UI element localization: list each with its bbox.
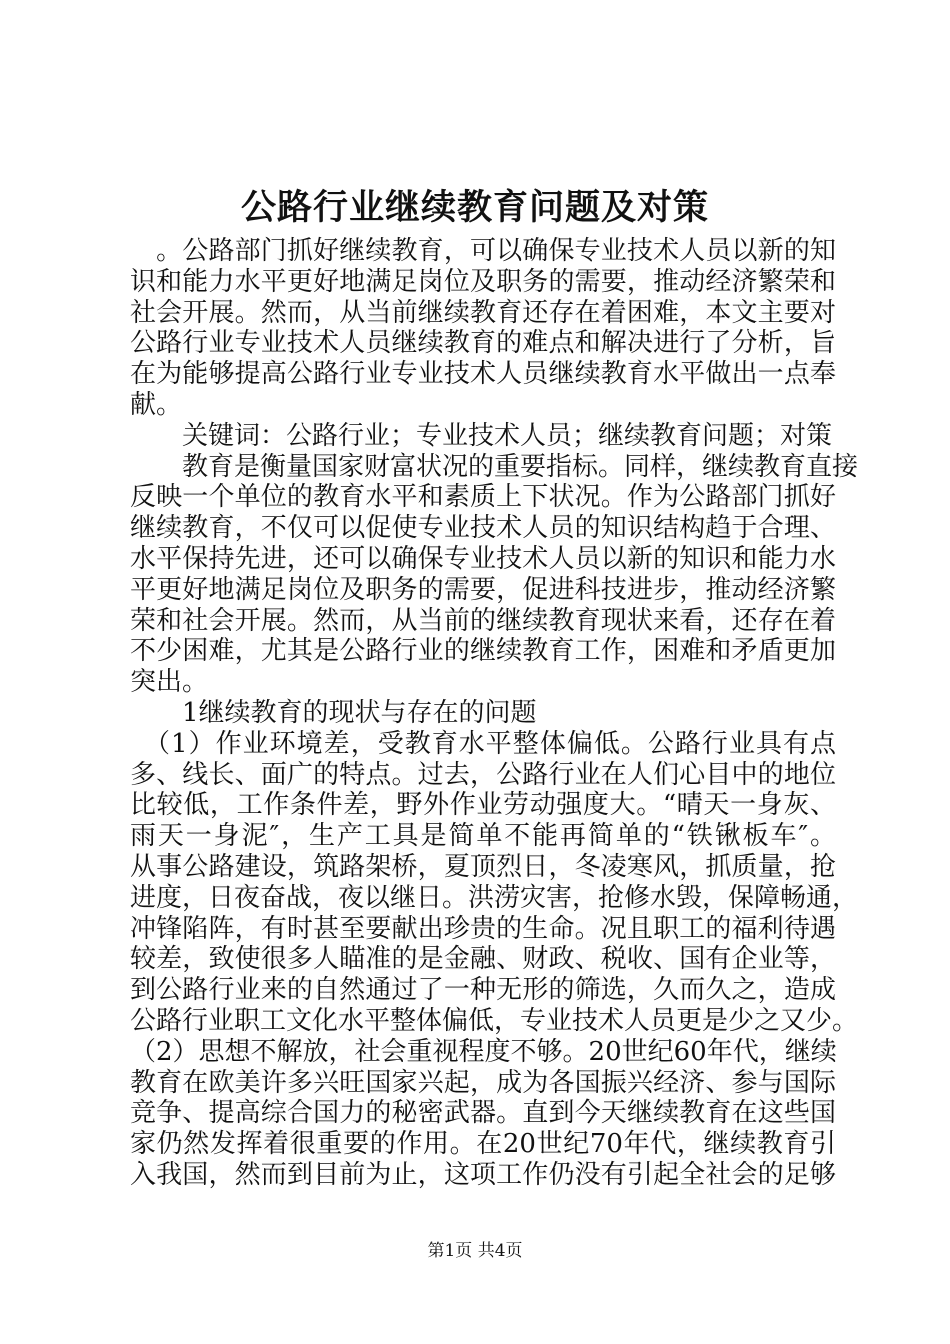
body-line: 不少困难，尤其是公路行业的继续教育工作，困难和矛盾更加	[130, 636, 836, 667]
body-line: 竞争、提高综合国力的秘密武器。直到今天继续教育在这些国	[130, 1098, 836, 1129]
body-line: 进度，日夜奋战，夜以继日。洪涝灾害，抢修水毁，保障畅通，	[130, 882, 859, 913]
body-line: 教育在欧美许多兴旺国家兴起，成为各国振兴经济、参与国际	[130, 1067, 836, 1098]
body-line: 雨天一身泥″，生产工具是简单不能再简单的“铁锹板车″。	[130, 821, 836, 852]
body-line: 突出。	[130, 667, 209, 698]
body-line: 。公路部门抓好继续教育，可以确保专业技术人员以新的知	[130, 236, 836, 266]
body-line: 在为能够提高公路行业专业技术人员继续教育水平做出一点奉	[130, 359, 836, 390]
document-body	[130, 236, 859, 1191]
body-line: 反映一个单位的教育水平和素质上下状况。作为公路部门抓好	[130, 482, 836, 513]
body-line: 教育是衡量国家财富状况的重要指标。同样，继续教育直接	[130, 451, 859, 482]
document-title: 公路行业继续教育问题及对策	[240, 187, 709, 228]
body-line: 家仍然发挥着很重要的作用。在20世纪70年代，继续教育引	[130, 1129, 836, 1160]
body-line: 识和能力水平更好地满足岗位及职务的需要，推动经济繁荣和	[130, 266, 836, 297]
body-line: 荣和社会开展。然而，从当前的继续教育现状来看，还存在着	[130, 605, 836, 636]
body-line: 从事公路建设，筑路架桥，夏顶烈日，冬凌寒风，抓质量，抢	[130, 851, 836, 882]
body-line: 多、线长、面广的特点。过去，公路行业在人们心目中的地位	[130, 759, 836, 790]
page-footer: 第1页 共4页	[427, 1241, 523, 1261]
body-line: （1）作业环境差，受教育水平整体偏低。公路行业具有点	[130, 728, 836, 759]
body-line: 献。	[130, 389, 183, 420]
body-line: 入我国，然而到目前为止，这项工作仍没有引起全社会的足够	[130, 1159, 836, 1190]
body-line: 比较低，工作条件差，野外作业劳动强度大。“晴天一身灰、	[130, 790, 836, 821]
body-line: 较差，致使很多人瞄准的是金融、财政、税收、国有企业等，	[130, 944, 836, 975]
body-line: 水平保持先进，还可以确保专业技术人员以新的知识和能力水	[130, 543, 836, 574]
keywords-line: 关键词：公路行业；专业技术人员；继续教育问题；对策	[130, 420, 833, 451]
body-line: 平更好地满足岗位及职务的需要，促进科技进步，推动经济繁	[130, 574, 836, 605]
body-line: 冲锋陷阵，有时甚至要献出珍贵的生命。况且职工的福利待遇	[130, 913, 836, 944]
body-line: 到公路行业来的自然通过了一种无形的筛选，久而久之，造成	[130, 975, 836, 1006]
body-line: 继续教育，不仅可以促使专业技术人员的知识结构趋于合理、	[130, 513, 836, 544]
body-line: 公路行业职工文化水平整体偏低，专业技术人员更是少之又少。	[130, 1005, 859, 1036]
body-line: （2）思想不解放，社会重视程度不够。20世纪60年代，继续	[130, 1036, 837, 1067]
body-line: 公路行业专业技术人员继续教育的难点和解决进行了分析，旨	[130, 328, 836, 359]
section-heading: 1继续教育的现状与存在的问题	[130, 697, 537, 728]
body-line: 社会开展。然而，从当前继续教育还存在着困难，本文主要对	[130, 297, 836, 328]
